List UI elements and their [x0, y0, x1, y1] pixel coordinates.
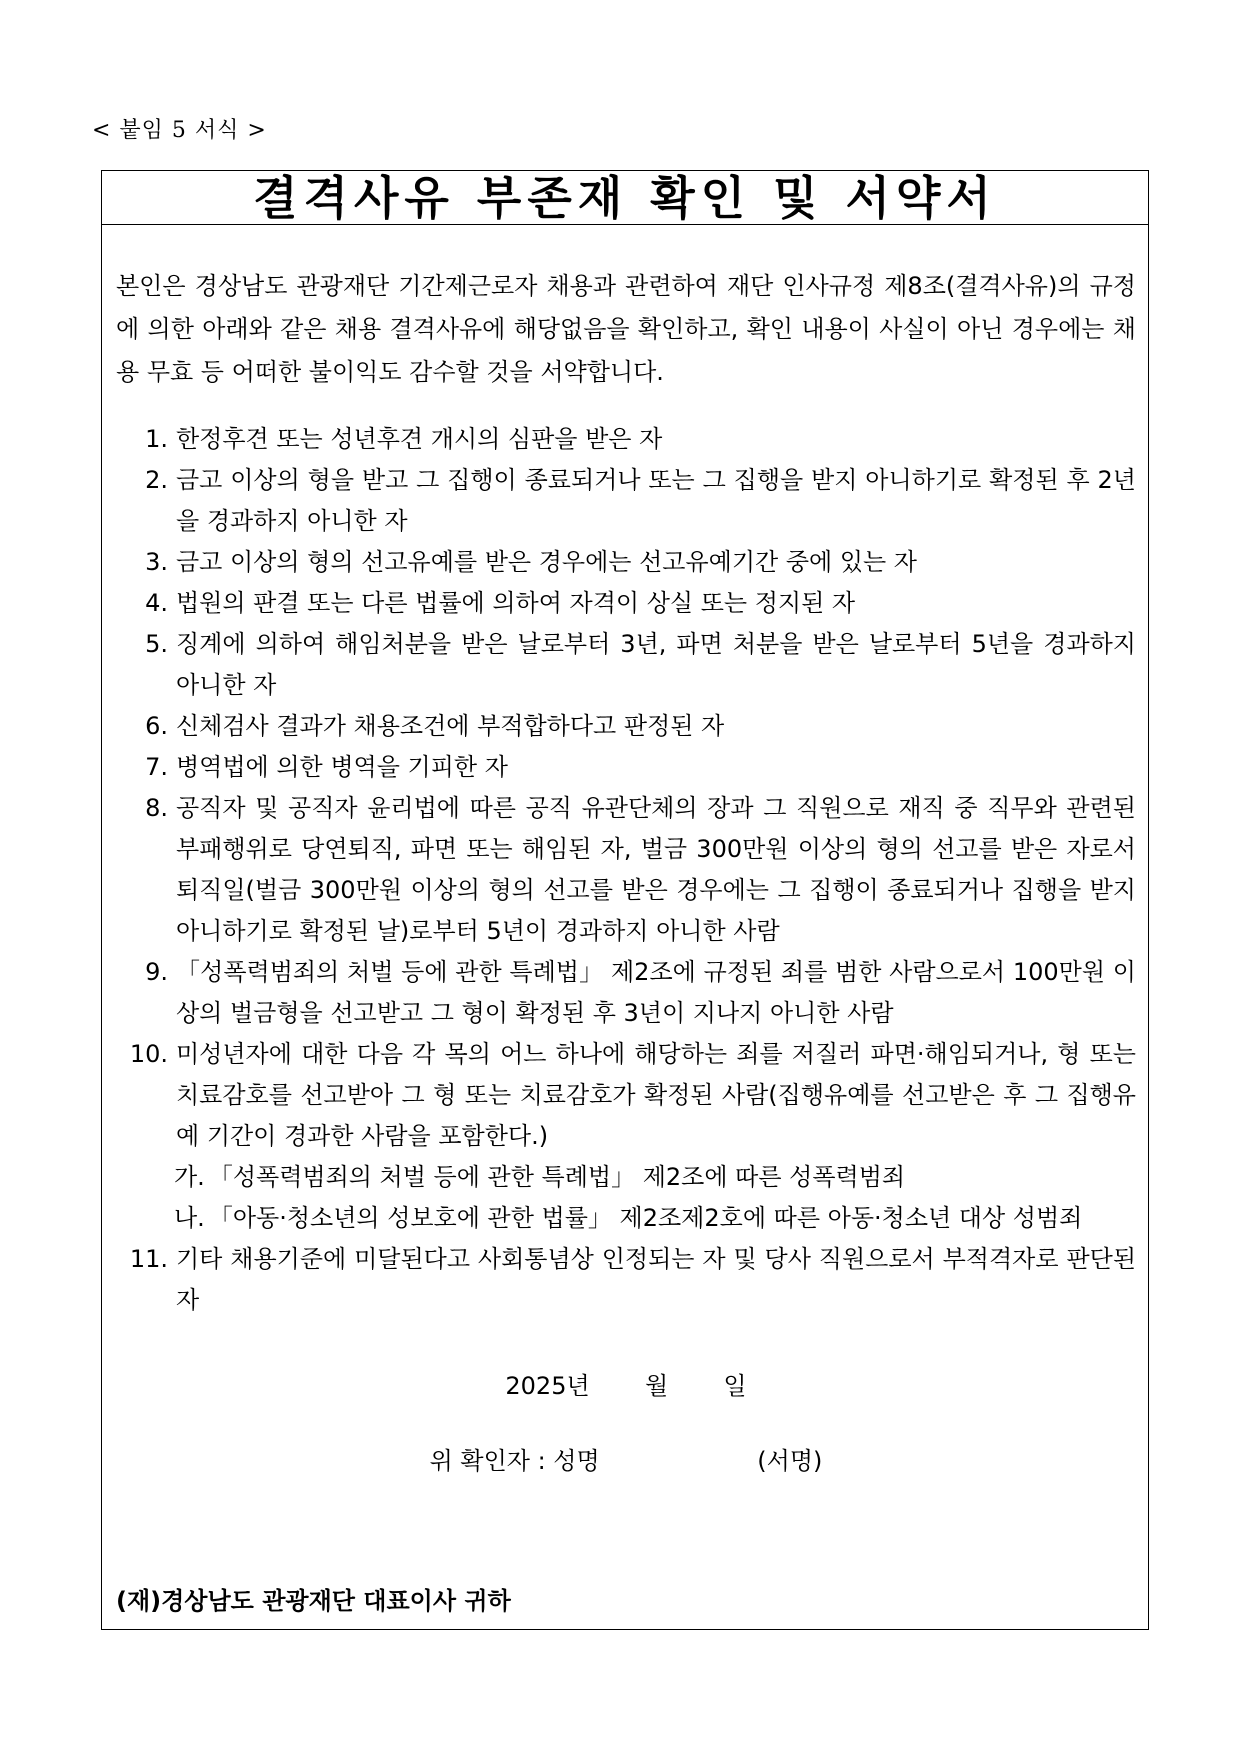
sub-list-item [116, 1198, 1136, 1239]
item-text: 「성폭력범죄의 처벌 등에 관한 특례법」 제2조에 규정된 죄를 범한 사람으로서 100만원 이상의 벌금형을 선고받고 그 형이 확정된 후 3년이 지나지 아니한 사람 [176, 958, 1136, 1027]
item-number: 3. [145, 548, 168, 576]
item-number: 4. [145, 589, 168, 617]
item-text: 한정후견 또는 성년후견 개시의 심판을 받은 자 [176, 425, 663, 453]
list-item [116, 1239, 1136, 1321]
item-text: 금고 이상의 형의 선고유예를 받은 경우에는 선고유예기간 중에 있는 자 [176, 548, 917, 576]
item-text: 금고 이상의 형을 받고 그 집행이 종료되거나 또는 그 집행을 받지 아니하기로 확정된 후 2년을 경과하지 아니한 자 [176, 466, 1136, 535]
item-number: 6. [145, 712, 168, 740]
date-month: 월 [644, 1372, 669, 1400]
list-item [116, 460, 1136, 542]
page-title: 결격사유 부존재 확인 및 서약서 [253, 170, 997, 225]
list-item [116, 624, 1136, 706]
date-day: 일 [723, 1372, 747, 1400]
date-year: 2025년 [505, 1372, 590, 1400]
list-item [116, 706, 1136, 747]
item-number: 7. [145, 753, 168, 781]
confirmer-label: 위 확인자 : 성명 [429, 1447, 600, 1475]
signature-field[interactable]: (서명) [757, 1447, 823, 1475]
item-number: 1. [145, 425, 168, 453]
list-item [116, 952, 1136, 1034]
item-text: 징계에 의하여 해임처분을 받은 날로부터 3년, 파면 처분을 받은 날로부터 5년을 경과하지 아니한 자 [176, 630, 1136, 699]
list-item [116, 583, 1136, 624]
title-row [102, 171, 1148, 225]
sub-item-text: 「성폭력범죄의 처벌 등에 관한 특례법」 제2조에 따른 성폭력범죄 [208, 1163, 906, 1191]
form-content [102, 265, 1148, 1476]
list-item [116, 419, 1136, 460]
list-item [116, 747, 1136, 788]
sub-list-item [116, 1157, 1136, 1198]
disqualification-list [116, 419, 1136, 1321]
pledge-form [101, 170, 1149, 1630]
item-number: 9. [145, 958, 168, 986]
item-text: 미성년자에 대한 다음 각 목의 어느 하나에 해당하는 죄를 저질러 파면·해임되거나, 형 또는 치료감호를 선고받아 그 형 또는 치료감호가 확정된 사람(집행유예를 선고받은 후 그 집행유예 기간이 경과한 사람을 포함한다.) [176, 1040, 1136, 1150]
sub-item-label: 나. [174, 1204, 205, 1232]
list-item [116, 1034, 1136, 1157]
item-number: 2. [145, 466, 168, 494]
date-line [116, 1366, 1136, 1401]
sub-item-text: 「아동·청소년의 성보호에 관한 법률」 제2조제2호에 따른 아동·청소년 대상 성범죄 [208, 1204, 1083, 1232]
addressee: (재)경상남도 관광재단 대표이사 귀하 [116, 1587, 511, 1615]
item-number: 5. [145, 630, 168, 658]
attachment-label: < 붙임 5 서식 > [92, 118, 267, 143]
item-text: 법원의 판결 또는 다른 법률에 의하여 자격이 상실 또는 정지된 자 [176, 589, 856, 617]
item-text: 신체검사 결과가 채용조건에 부적합하다고 판정된 자 [176, 712, 725, 740]
item-number: 8. [145, 794, 168, 822]
item-number: 11. [129, 1245, 168, 1273]
item-text: 기타 채용기준에 미달된다고 사회통념상 인정되는 자 및 당사 직원으로서 부적격자로 판단된 자 [176, 1245, 1136, 1314]
signature-line [116, 1441, 1136, 1476]
intro-paragraph: 본인은 경상남도 관광재단 기간제근로자 채용과 관련하여 재단 인사규정 제8조(결격사유)의 규정에 의한 아래와 같은 채용 결격사유에 해당없음을 확인하고, 확인 내용이 사실이 아닌 경우에는 채용 무효 등 어떠한 불이익도 감수할 것을 서약합니다. [116, 272, 1136, 386]
list-item [116, 542, 1136, 583]
list-item [116, 788, 1136, 952]
sub-item-label: 가. [174, 1163, 205, 1191]
item-text: 병역법에 의한 병역을 기피한 자 [176, 753, 508, 781]
item-number: 10. [129, 1040, 168, 1068]
item-text: 공직자 및 공직자 윤리법에 따른 공직 유관단체의 장과 그 직원으로 재직 중 직무와 관련된 부패행위로 당연퇴직, 파면 또는 해임된 자, 벌금 300만원 이상의 형의 선고를 받은 자로서 퇴직일(벌금 300만원 이상의 형의 선고를 받은 경우에는 그 집행이 종료되거나 집행을 받지 아니하기로 확정된 날)로부터 5년이 경과하지 아니한 사람 [176, 794, 1136, 945]
